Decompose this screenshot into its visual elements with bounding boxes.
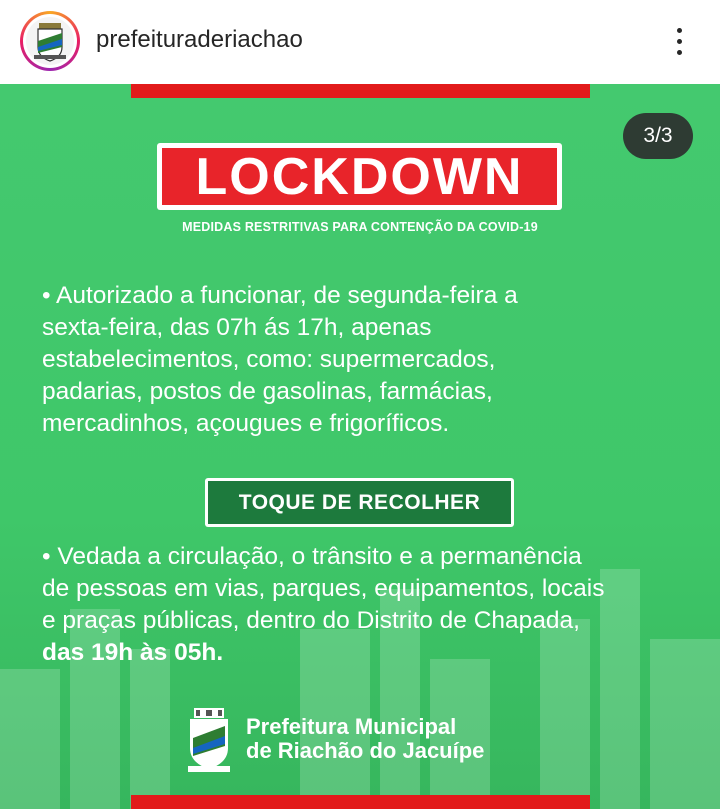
red-top-bar	[131, 84, 590, 98]
post-header	[0, 0, 720, 84]
text-line: e praças públicas, dentro do Distrito de Chapada,	[42, 607, 580, 634]
slide-counter: 3/3	[623, 113, 693, 159]
post-image	[0, 84, 720, 809]
lockdown-subtitle: MEDIDAS RESTRITIVAS PARA CONTENÇÃO DA COVID-19	[182, 220, 538, 234]
text-line: estabelecimentos, como: supermercados,	[42, 346, 496, 373]
username[interactable]: prefeituraderiachao	[96, 26, 303, 53]
curfew-heading	[205, 478, 514, 527]
text-line: de pessoas em vias, parques, equipamentos, locais	[42, 575, 605, 602]
more-vertical-icon[interactable]	[664, 22, 694, 62]
municipal-seal-icon	[26, 17, 74, 65]
text-line: • Autorizado a funcionar, de segunda-feira a	[42, 282, 518, 309]
paragraph-commerce	[42, 280, 518, 440]
red-bottom-bar	[131, 795, 590, 809]
footer-municipality	[246, 715, 484, 763]
lockdown-banner	[157, 143, 562, 210]
municipal-seal-icon	[186, 708, 232, 774]
footer-line: Prefeitura Municipal	[246, 714, 457, 739]
text-line: padarias, postos de gasolinas, farmácias,	[42, 378, 493, 405]
text-line: sexta-feira, das 07h ás 17h, apenas	[42, 314, 432, 341]
lockdown-title: LOCKDOWN	[195, 148, 524, 206]
avatar[interactable]	[20, 11, 80, 71]
paragraph-curfew	[42, 541, 604, 669]
footer-line: de Riachão do Jacuípe	[246, 738, 485, 763]
curfew-heading-label: TOQUE DE RECOLHER	[208, 481, 511, 524]
text-line: • Vedada a circulação, o trânsito e a permanência	[42, 543, 582, 570]
text-line: mercadinhos, açougues e frigoríficos.	[42, 410, 450, 437]
curfew-hours: das 19h às 05h.	[42, 639, 224, 666]
